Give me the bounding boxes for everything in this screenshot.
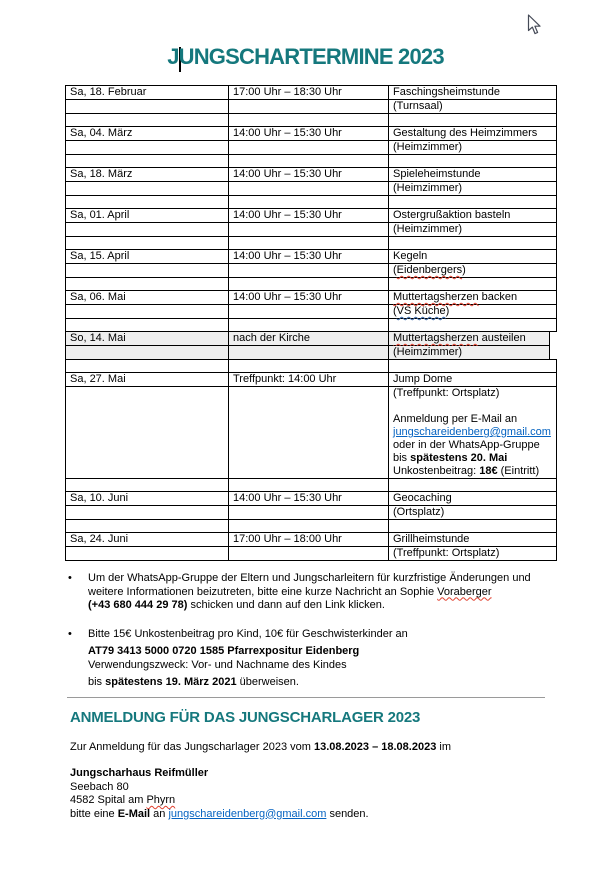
table-row	[66, 359, 557, 373]
details-cell	[389, 547, 557, 560]
text-segment: überweisen.	[236, 676, 299, 688]
table-row	[66, 237, 557, 250]
text-segment: Seebach 80	[70, 780, 129, 793]
text-segment: spätestens 20. Mai	[410, 452, 508, 464]
text-segment: spätestens 19. März 2021	[105, 676, 237, 688]
text-segment: (Treffpunkt: Ortsplatz)	[393, 387, 500, 399]
text-line	[393, 413, 552, 426]
horizontal-divider	[67, 697, 545, 698]
text-segment: Ostergrußaktion basteln	[393, 209, 511, 221]
text-line	[393, 465, 552, 478]
text-line	[88, 659, 557, 673]
time-cell	[229, 360, 389, 372]
date-cell	[66, 360, 229, 372]
text-line	[393, 264, 552, 277]
text-segment: Jump Dome	[393, 373, 453, 385]
date-cell	[66, 479, 229, 491]
text-segment: Jungscharhaus Reifmüller	[70, 767, 209, 779]
details-cell	[389, 86, 557, 99]
time-cell: 14:00 Uhr – 15:30 Uhr	[229, 291, 389, 304]
details-cell	[389, 291, 557, 304]
text-segment: Verwendungszweck: Vor- und Nachname des Kindes	[88, 658, 347, 671]
text-segment: )	[445, 305, 450, 317]
date-cell: Sa, 18. Februar	[66, 86, 229, 99]
time-cell	[229, 319, 389, 331]
date-cell: Sa, 04. März	[66, 127, 229, 140]
date-cell	[66, 141, 229, 154]
text-segment: Anmeldung per E-Mail an	[393, 413, 518, 425]
text-line	[393, 127, 552, 140]
table-row	[66, 209, 557, 223]
date-cell: Sa, 10. Juni	[66, 492, 229, 505]
misspelled-text: Voraberger	[437, 585, 492, 598]
text-line	[70, 741, 451, 755]
details-cell	[389, 278, 557, 290]
text-segment: 18€	[479, 465, 498, 477]
time-cell	[229, 155, 389, 167]
text-segment: backen	[478, 291, 518, 303]
date-cell	[66, 264, 229, 277]
date-cell	[66, 114, 229, 126]
time-cell	[229, 520, 389, 532]
page-title: JUNGSCHARTERMINE 2023	[167, 44, 444, 69]
text-segment: bis	[88, 676, 106, 688]
text-segment: (Heimzimmer)	[393, 346, 463, 358]
details-cell	[389, 196, 557, 208]
table-row	[66, 86, 557, 100]
details-cell	[389, 100, 557, 113]
email-link[interactable]: jungschareidenberg@gmail.com	[168, 807, 327, 820]
text-line	[88, 599, 557, 613]
date-cell: Sa, 18. März	[66, 168, 229, 181]
text-line	[88, 645, 557, 659]
date-cell	[66, 278, 229, 290]
text-segment: Faschingsheimstunde	[393, 86, 501, 98]
date-cell	[66, 346, 229, 359]
time-cell: 14:00 Uhr – 15:30 Uhr	[229, 492, 389, 505]
text-line	[88, 676, 557, 690]
details-cell	[389, 319, 557, 331]
details-cell	[389, 492, 557, 505]
table-row	[66, 100, 557, 114]
text-segment: senden.	[326, 807, 369, 820]
text-segment: (Treffpunkt: Ortsplatz)	[393, 547, 500, 559]
table-row	[66, 141, 557, 155]
details-cell	[389, 387, 557, 478]
bullet-item	[65, 572, 557, 613]
text-segment: Zur Anmeldung für das Jungscharlager 2023 vom	[70, 741, 314, 753]
details-cell	[389, 168, 557, 181]
text-segment: austeilen	[478, 332, 526, 344]
time-cell	[229, 387, 389, 478]
text-line	[393, 506, 552, 519]
text-line	[393, 387, 552, 400]
text-segment: oder in der WhatsApp-Gruppe	[393, 439, 540, 451]
details-cell	[389, 506, 557, 519]
text-segment: Spieleheimstunde	[393, 168, 481, 180]
misspelled-text: Phyrn	[146, 794, 176, 806]
details-cell	[389, 520, 557, 532]
text-segment: (	[393, 264, 397, 276]
text-segment: 4582 Spital am	[70, 794, 147, 806]
time-cell	[229, 264, 389, 277]
time-cell: 14:00 Uhr – 15:30 Uhr	[229, 127, 389, 140]
table-row	[66, 196, 557, 209]
text-segment: Geocaching	[393, 492, 452, 504]
time-cell: 17:00 Uhr – 18:00 Uhr	[229, 533, 389, 546]
text-segment: (Turnsaal)	[393, 100, 443, 112]
time-cell	[229, 182, 389, 195]
table-row	[66, 305, 557, 319]
time-cell	[229, 278, 389, 290]
table-row	[66, 479, 557, 492]
text-segment: Um der WhatsApp-Gruppe der Eltern und Jungscharleitern für kurzfristige Änderungen und	[88, 572, 531, 584]
details-cell	[389, 360, 557, 372]
table-row	[66, 182, 557, 196]
text-segment: (Ortsplatz)	[393, 506, 445, 518]
details-cell	[389, 114, 557, 126]
details-cell	[389, 223, 557, 236]
table-row	[66, 319, 557, 332]
text-segment: AT79 3413 5000 0720 1585 Pfarrexpositur Eidenberg	[88, 645, 360, 657]
text-line	[393, 400, 552, 413]
details-cell	[389, 373, 557, 386]
text-line	[393, 492, 552, 505]
details-cell	[389, 182, 557, 195]
time-cell	[229, 547, 389, 560]
section-heading: ANMELDUNG FÜR DAS JUNGSCHARLAGER 2023	[70, 709, 421, 726]
time-cell	[229, 479, 389, 491]
text-segment: (Eintritt)	[497, 465, 540, 477]
text-line	[393, 100, 552, 113]
time-cell: 14:00 Uhr – 15:30 Uhr	[229, 168, 389, 181]
misspelled-text: Eidenbergers	[396, 264, 463, 276]
time-cell: Treffpunkt: 14:00 Uhr	[229, 373, 389, 386]
table-row	[66, 506, 557, 520]
text-line	[393, 223, 552, 236]
table-row	[66, 492, 557, 506]
text-segment: bis	[393, 452, 411, 464]
text-line	[393, 182, 552, 195]
text-line	[393, 141, 552, 154]
text-segment: E-Mail	[117, 807, 151, 820]
table-row	[66, 168, 557, 182]
details-cell	[389, 332, 550, 345]
date-cell	[66, 319, 229, 331]
text-line	[393, 373, 552, 386]
table-row	[66, 155, 557, 168]
details-cell	[389, 346, 550, 359]
table-row	[66, 278, 557, 291]
date-cell	[66, 387, 229, 478]
text-segment: Grillheimstunde	[393, 533, 470, 545]
lager-intro-paragraph	[70, 741, 451, 755]
date-cell	[66, 100, 229, 113]
date-cell: So, 14. Mai	[66, 332, 229, 345]
table-row	[66, 547, 557, 561]
table-row	[66, 373, 557, 387]
time-cell	[229, 114, 389, 126]
time-cell	[229, 141, 389, 154]
table-row	[66, 114, 557, 127]
date-cell	[66, 520, 229, 532]
text-segment: schicken und dann auf den Link klicken.	[187, 599, 385, 611]
text-segment: (Heimzimmer)	[393, 223, 463, 235]
date-cell	[66, 506, 229, 519]
text-line	[393, 332, 545, 345]
table-row	[66, 387, 557, 479]
table-row	[66, 250, 557, 264]
table-row	[66, 533, 557, 547]
text-segment: (+43 680 444 29 78)	[88, 599, 188, 611]
notes-list	[65, 572, 557, 690]
date-cell	[66, 196, 229, 208]
text-line	[393, 533, 552, 546]
table-row	[66, 291, 557, 305]
schedule-table	[65, 85, 557, 561]
time-cell: 14:00 Uhr – 15:30 Uhr	[229, 250, 389, 263]
text-line	[393, 452, 552, 465]
text-line	[393, 209, 552, 222]
details-cell	[389, 141, 557, 154]
table-row	[66, 332, 550, 346]
misspelled-text: Muttertagsherzen	[393, 291, 479, 303]
details-cell	[389, 127, 557, 140]
text-line	[393, 439, 552, 452]
date-cell	[66, 182, 229, 195]
date-cell	[66, 547, 229, 560]
date-cell	[66, 155, 229, 167]
lager-address-block	[70, 767, 369, 821]
time-cell	[229, 506, 389, 519]
mouse-cursor-icon	[527, 14, 543, 36]
text-line	[70, 767, 369, 781]
date-cell: Sa, 06. Mai	[66, 291, 229, 304]
text-segment: (	[393, 305, 397, 317]
details-cell	[389, 305, 557, 318]
table-row	[66, 346, 550, 360]
time-cell	[229, 305, 389, 318]
date-cell: Sa, 24. Juni	[66, 533, 229, 546]
misspelled-text: Muttertagsherzen	[393, 332, 479, 344]
table-row	[66, 127, 557, 141]
time-cell: 14:00 Uhr – 15:30 Uhr	[229, 209, 389, 222]
details-cell	[389, 209, 557, 222]
details-cell	[389, 250, 557, 263]
text-line	[88, 572, 557, 586]
text-segment: Unkostenbeitrag:	[393, 465, 480, 477]
time-cell	[229, 100, 389, 113]
time-cell	[229, 196, 389, 208]
time-cell	[229, 237, 389, 249]
text-line	[393, 250, 552, 263]
text-line	[70, 781, 369, 795]
text-line	[88, 628, 557, 642]
text-segment: Bitte 15€ Unkostenbeitrag pro Kind, 10€ für Geschwisterkinder an	[88, 627, 408, 640]
date-cell	[66, 223, 229, 236]
table-row	[66, 520, 557, 533]
time-cell: nach der Kirche	[229, 332, 389, 345]
table-row	[66, 223, 557, 237]
text-line	[393, 291, 552, 304]
details-cell	[389, 533, 557, 546]
text-line	[70, 794, 369, 808]
text-segment: )	[462, 264, 466, 276]
text-line	[70, 808, 369, 822]
date-cell: Sa, 01. April	[66, 209, 229, 222]
bullet-item	[65, 628, 557, 690]
date-cell	[66, 237, 229, 249]
date-cell	[66, 305, 229, 318]
text-segment: Gestaltung des Heimzimmers	[393, 127, 538, 139]
details-cell	[389, 237, 557, 249]
text-segment: (Heimzimmer)	[393, 141, 463, 153]
details-cell	[389, 264, 557, 277]
text-segment: Kegeln	[393, 250, 428, 262]
text-line	[393, 547, 552, 560]
text-segment: im	[436, 741, 451, 753]
text-line	[393, 426, 552, 439]
text-segment: bitte eine	[70, 807, 118, 820]
table-row	[66, 264, 557, 278]
date-cell: Sa, 27. Mai	[66, 373, 229, 386]
time-cell	[229, 223, 389, 236]
text-segment: weitere Informationen beizutreten, bitte eine kurze Nachricht an Sophie	[88, 585, 438, 598]
text-line	[393, 168, 552, 181]
time-cell	[229, 346, 389, 359]
text-segment: (Heimzimmer)	[393, 182, 463, 194]
text-line	[393, 346, 545, 359]
email-link[interactable]: jungschareidenberg@gmail.com	[393, 426, 551, 438]
time-cell: 17:00 Uhr – 18:30 Uhr	[229, 86, 389, 99]
text-line	[88, 586, 557, 600]
text-line	[393, 86, 552, 99]
grammar-flagged-text: VS Küche	[396, 305, 446, 317]
details-cell	[389, 155, 557, 167]
text-segment: 13.08.2023 – 18.08.2023	[313, 741, 437, 753]
date-cell: Sa, 15. April	[66, 250, 229, 263]
text-segment: an	[150, 807, 169, 820]
details-cell	[389, 479, 557, 491]
text-line	[393, 305, 552, 318]
